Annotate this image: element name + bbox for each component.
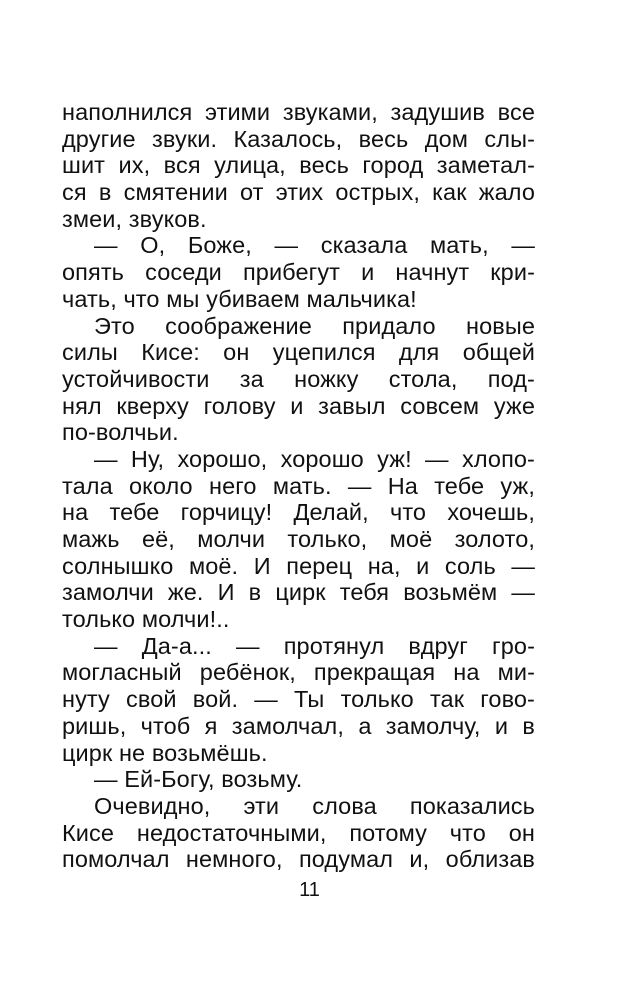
text-line: опять соседи прибегут и начнут кри- xyxy=(62,259,535,286)
text-line: цирк не возьмёшь. xyxy=(62,739,268,766)
text-line: — Ну, хорошо, хорошо уж! — хлопо- xyxy=(94,445,535,472)
text-line: Это соображение придало новые xyxy=(94,312,535,339)
text-line: мажь её, молчи только, моё золото, xyxy=(62,526,535,552)
text-line: на тебе горчицу! Делай, что хочешь, xyxy=(62,499,535,526)
text-line: замолчи же. И в цирк тебя возьмём — xyxy=(62,579,535,606)
page-number: 11 xyxy=(299,879,320,901)
text-line: чать, что мы убиваем мальчика! xyxy=(62,285,417,312)
text-line: нял кверху голову и завыл совсем уже xyxy=(62,392,535,419)
text-line: — Да-а... — протянул вдруг гро- xyxy=(94,632,535,659)
text-line: наполнился этими звуками, задушив все xyxy=(62,99,535,125)
text-line: — Ей-Богу, возьму. xyxy=(94,766,303,793)
text-line: только молчи!.. xyxy=(62,606,230,633)
text-line: ся в смятении от этих острых, как жало xyxy=(62,179,535,206)
text-line: другие звуки. Казалось, весь дом слы- xyxy=(62,125,535,152)
text-line: по-волчьи. xyxy=(62,419,179,446)
text-line: — О, Боже, — сказала мать, — xyxy=(94,232,535,259)
text-line: помолчал немного, подумал и, облизав xyxy=(62,846,535,873)
text-line: змеи, звуков. xyxy=(62,205,207,232)
text-line: силы Кисе: он уцепился для общей xyxy=(62,339,535,366)
body-text xyxy=(62,99,535,873)
text-line: нуту свой вой. — Ты только так гово- xyxy=(62,686,535,713)
text-line: шит их, вся улица, весь город заметал- xyxy=(62,152,535,179)
text-line: Очевидно, эти слова показались xyxy=(94,792,535,819)
text-line: Кисе недостаточными, потому что он xyxy=(62,819,535,846)
text-line: солнышко моё. И перец на, и соль — xyxy=(62,552,535,579)
text-line: устойчивости за ножку стола, под- xyxy=(62,365,535,392)
text-line: тала около него мать. — На тебе уж, xyxy=(62,472,535,499)
text-line: могласный ребёнок, прекращая на ми- xyxy=(62,659,535,686)
text-line: ришь, чтоб я замолчал, а замолчу, и в xyxy=(62,712,535,739)
